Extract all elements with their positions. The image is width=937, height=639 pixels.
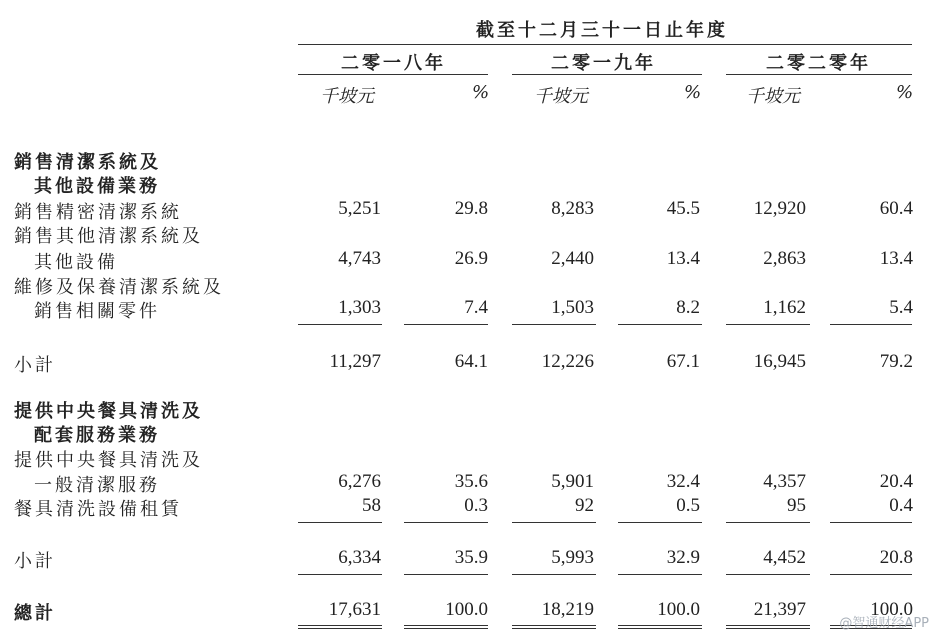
value-cell: 8.2 <box>676 297 700 318</box>
value-cell: 100.0 <box>657 599 700 620</box>
unit-amount-2019: 千坡元 <box>534 86 588 107</box>
value-cell: 100.0 <box>445 599 488 620</box>
value-cell: 32.4 <box>666 471 700 492</box>
subtotal-rule <box>298 574 382 575</box>
row-label: 維修及保養清潔系統及 <box>14 277 224 298</box>
value-cell: 4,452 <box>763 547 806 568</box>
subtotal-rule <box>404 522 488 523</box>
period-header: 截至十二月三十一日止年度 <box>476 20 728 41</box>
unit-percent-2018: % <box>472 82 490 103</box>
value-cell: 4,357 <box>763 471 806 492</box>
value-cell: 0.5 <box>676 495 700 516</box>
value-cell: 1,162 <box>763 297 806 318</box>
value-cell: 0.3 <box>464 495 488 516</box>
section2-title-line2: 配套服務業務 <box>34 425 160 446</box>
year-2020-header: 二零二零年 <box>766 53 871 74</box>
value-cell: 11,297 <box>329 351 381 372</box>
subtotal-label: 小計 <box>14 551 56 572</box>
value-cell: 8,283 <box>551 198 594 219</box>
value-cell: 67.1 <box>666 351 700 372</box>
unit-amount-2020: 千坡元 <box>746 86 800 107</box>
value-cell: 5,993 <box>551 547 594 568</box>
subtotal-rule <box>618 522 702 523</box>
value-cell: 2,440 <box>551 248 594 269</box>
section1-title-line1: 銷售清潔系統及 <box>14 152 161 173</box>
total-double-rule <box>618 625 702 629</box>
year-2019-header: 二零一九年 <box>551 53 656 74</box>
total-double-rule <box>726 625 810 629</box>
row-label: 銷售其他清潔系統及 <box>14 226 203 247</box>
value-cell: 17,631 <box>328 599 381 620</box>
row-label: 一般清潔服務 <box>34 475 160 496</box>
total-double-rule <box>512 625 596 629</box>
subtotal-rule <box>298 324 382 325</box>
value-cell: 100.0 <box>870 599 913 620</box>
value-cell: 20.8 <box>879 547 913 568</box>
value-cell: 5,901 <box>551 471 594 492</box>
subtotal-rule <box>512 324 596 325</box>
subtotal-rule <box>726 522 810 523</box>
value-cell: 16,945 <box>753 351 806 372</box>
year-2018-underline <box>298 74 488 75</box>
section1-title-line2: 其他設備業務 <box>34 176 160 197</box>
year-2020-underline <box>726 74 912 75</box>
subtotal-rule <box>298 522 382 523</box>
value-cell: 6,334 <box>338 547 381 568</box>
year-2018-header: 二零一八年 <box>341 53 446 74</box>
value-cell: 58 <box>362 495 381 516</box>
subtotal-rule <box>618 574 702 575</box>
section2-title-line1: 提供中央餐具清洗及 <box>14 401 203 422</box>
value-cell: 45.5 <box>666 198 700 219</box>
value-cell: 79.2 <box>879 351 913 372</box>
year-2019-underline <box>512 74 702 75</box>
value-cell: 5.4 <box>889 297 913 318</box>
subtotal-rule <box>618 324 702 325</box>
subtotal-rule <box>404 324 488 325</box>
total-double-rule <box>404 625 488 629</box>
value-cell: 20.4 <box>879 471 913 492</box>
value-cell: 32.9 <box>666 547 700 568</box>
unit-percent-2020: % <box>896 82 914 103</box>
value-cell: 7.4 <box>464 297 488 318</box>
unit-amount-2018: 千坡元 <box>320 86 374 107</box>
subtotal-rule <box>404 574 488 575</box>
subtotal-rule <box>830 574 912 575</box>
value-cell: 0.4 <box>889 495 913 516</box>
value-cell: 18,219 <box>541 599 594 620</box>
subtotal-rule <box>726 324 810 325</box>
row-label: 其他設備 <box>34 252 118 273</box>
value-cell: 2,863 <box>763 248 806 269</box>
subtotal-rule <box>512 574 596 575</box>
watermark-text: @智通财经APP <box>839 616 929 631</box>
value-cell: 6,276 <box>338 471 381 492</box>
value-cell: 13.4 <box>879 248 913 269</box>
value-cell: 1,303 <box>338 297 381 318</box>
value-cell: 21,397 <box>753 599 806 620</box>
value-cell: 4,743 <box>338 248 381 269</box>
value-cell: 92 <box>575 495 594 516</box>
value-cell: 29.8 <box>454 198 488 219</box>
subtotal-rule <box>830 324 912 325</box>
value-cell: 26.9 <box>454 248 488 269</box>
subtotal-rule <box>830 522 912 523</box>
total-label: 總計 <box>14 603 56 624</box>
value-cell: 5,251 <box>338 198 381 219</box>
value-cell: 35.9 <box>454 547 488 568</box>
period-underline <box>298 44 912 45</box>
value-cell: 64.1 <box>454 351 488 372</box>
unit-percent-2019: % <box>684 82 702 103</box>
row-label: 銷售精密清潔系統 <box>14 202 182 223</box>
value-cell: 12,920 <box>753 198 806 219</box>
row-label: 銷售相關零件 <box>34 301 160 322</box>
value-cell: 1,503 <box>551 297 594 318</box>
subtotal-rule <box>512 522 596 523</box>
value-cell: 35.6 <box>454 471 488 492</box>
total-double-rule <box>298 625 382 629</box>
value-cell: 95 <box>787 495 806 516</box>
value-cell: 13.4 <box>666 248 700 269</box>
value-cell: 12,226 <box>541 351 594 372</box>
row-label: 餐具清洗設備租賃 <box>14 499 182 520</box>
subtotal-rule <box>726 574 810 575</box>
value-cell: 60.4 <box>879 198 913 219</box>
subtotal-label: 小計 <box>14 355 56 376</box>
row-label: 提供中央餐具清洗及 <box>14 450 203 471</box>
